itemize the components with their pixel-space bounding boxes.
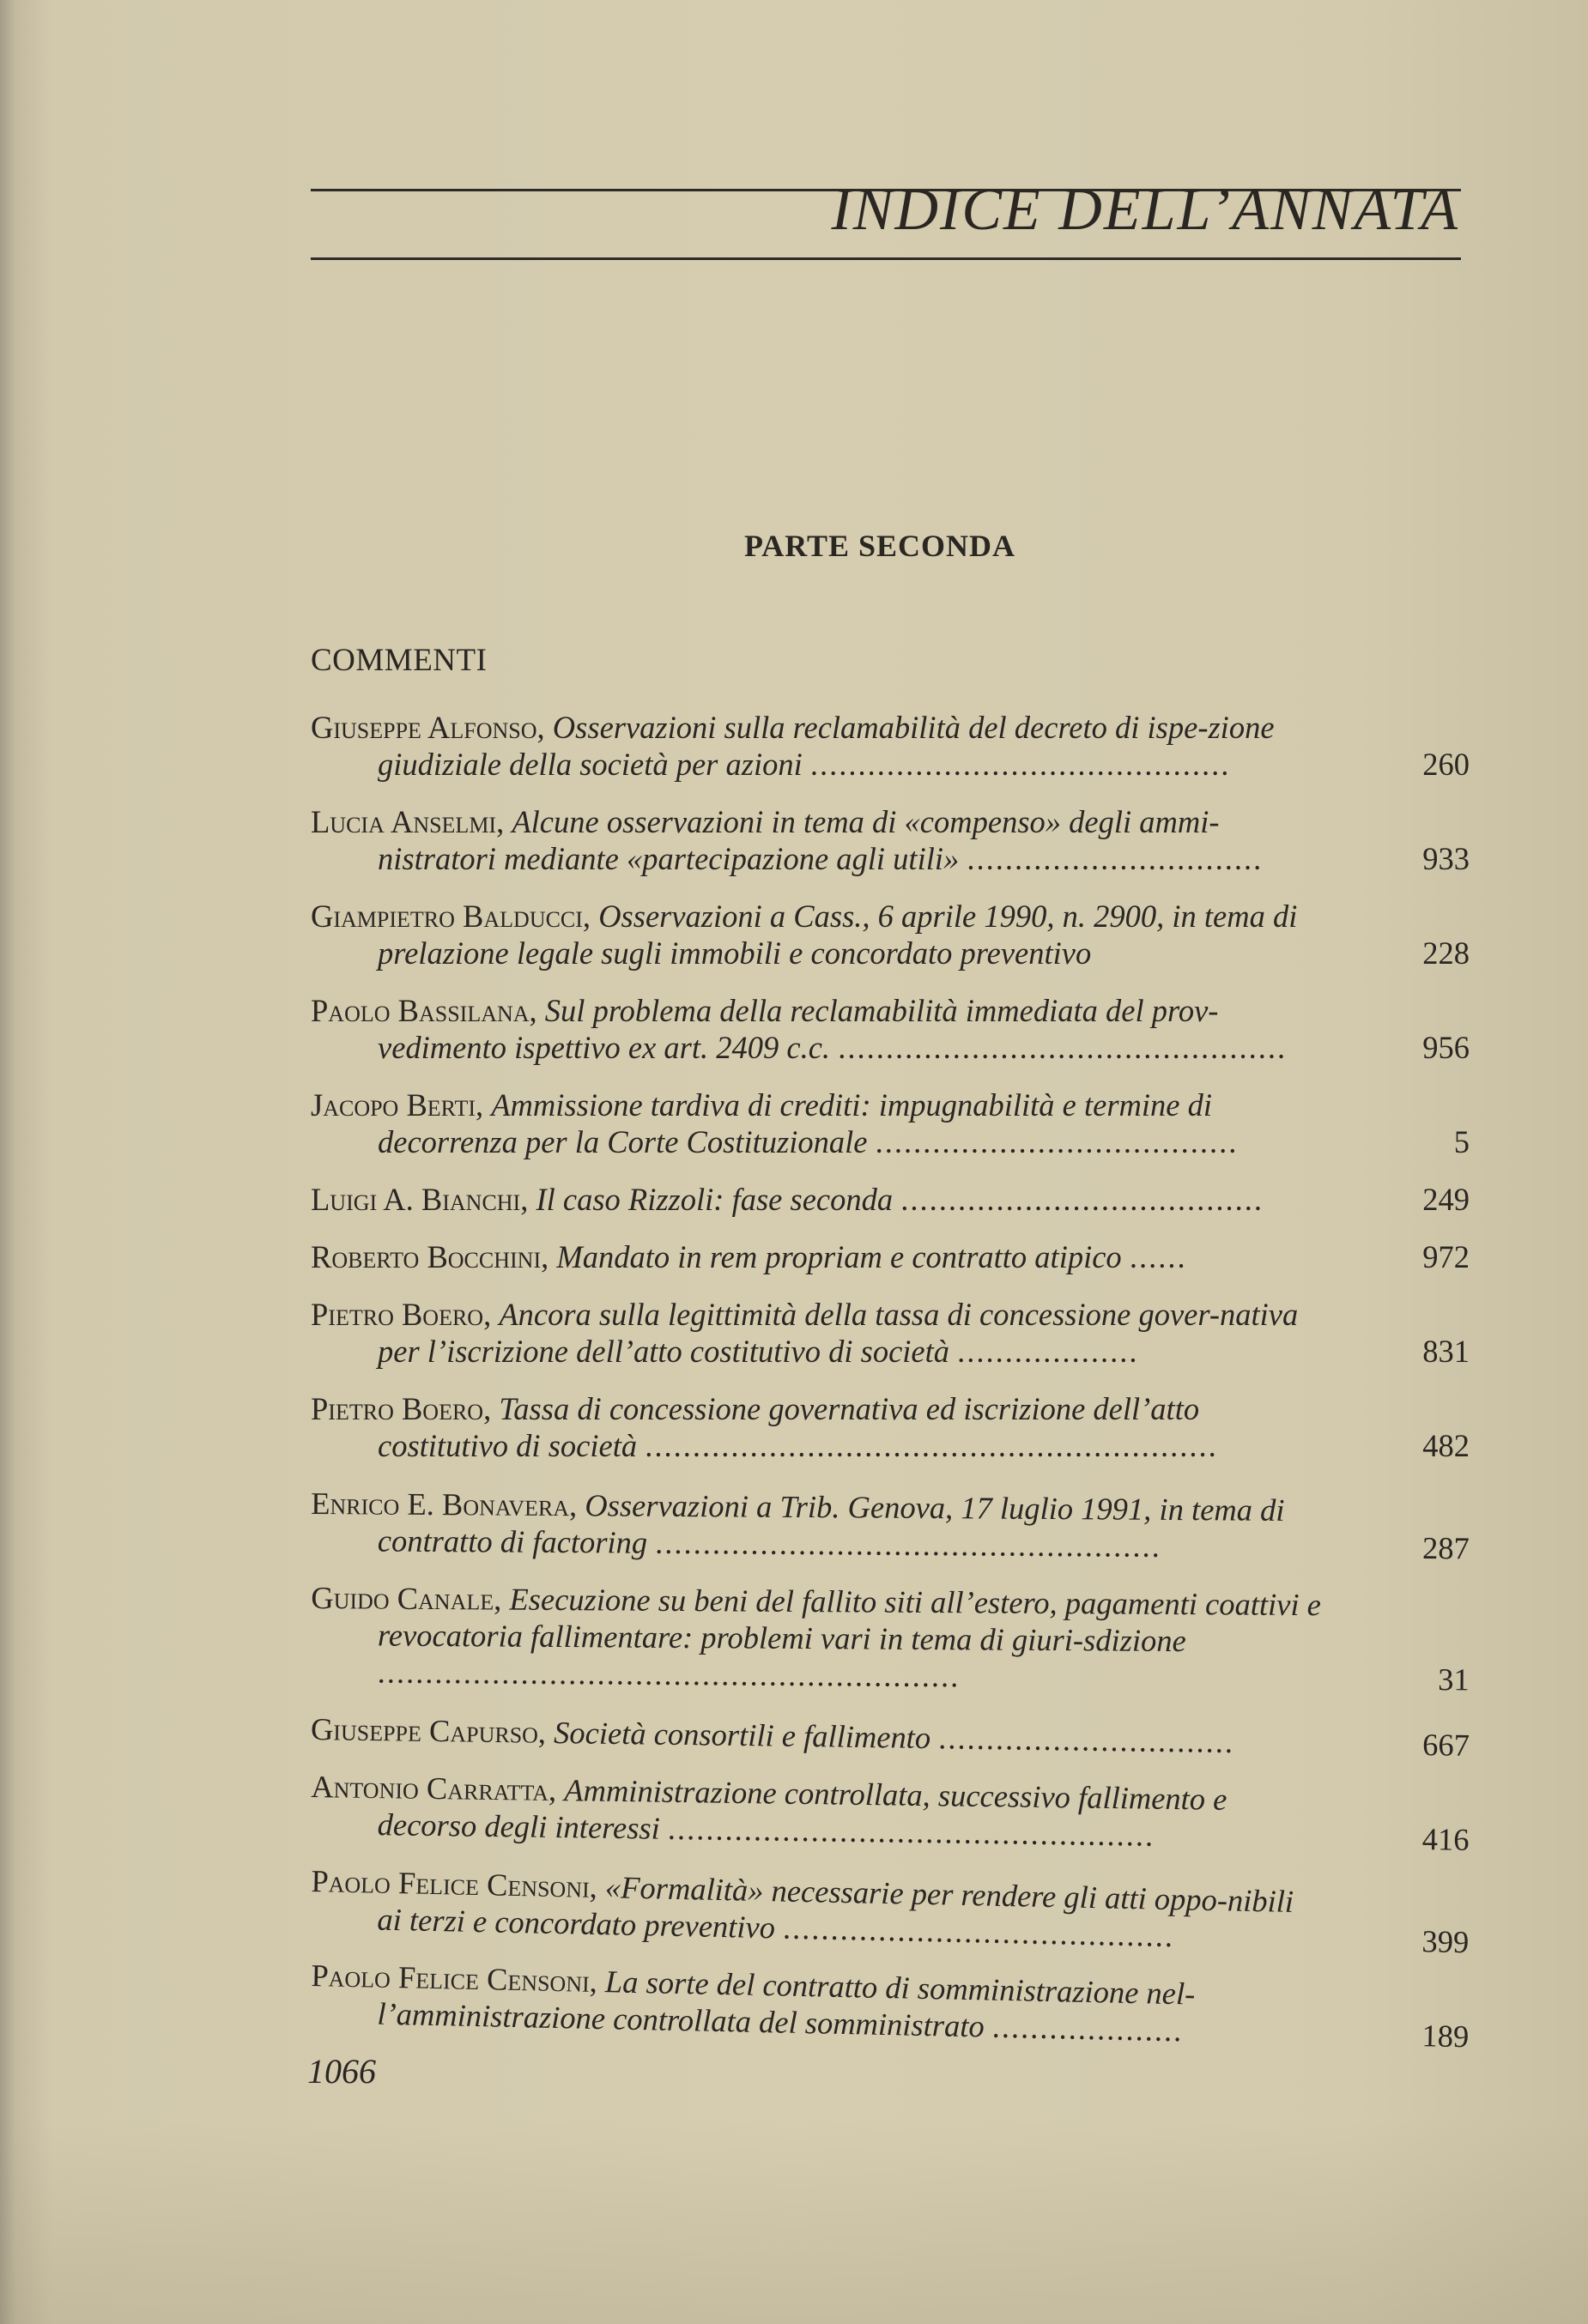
entry-author: Roberto Bocchini, bbox=[311, 1239, 549, 1274]
entry-leader: ............................................ bbox=[809, 747, 1231, 782]
entry-title: Ancora sulla legittimità della tassa di concessione gover-nativa per l’iscrizione dell’atto costitutivo di società bbox=[378, 1297, 1299, 1369]
index-entry bbox=[311, 709, 1470, 783]
entry-author: Paolo Felice Censoni, bbox=[311, 1863, 598, 1904]
entry-author: Luigi A. Bianchi, bbox=[311, 1182, 529, 1217]
entry-title: Osservazioni a Trib. Genova, 17 luglio 1991, in tema di contratto di factoring bbox=[377, 1487, 1285, 1560]
entry-page-number: 956 bbox=[1422, 1030, 1470, 1065]
entry-leader: ............................... bbox=[967, 841, 1264, 876]
index-entry bbox=[310, 1862, 1470, 1960]
entry-page-number: 189 bbox=[1421, 2018, 1470, 2055]
entry-leader: ..................................................... bbox=[655, 1524, 1162, 1564]
entry-title: Il caso Rizzoli: fase seconda bbox=[536, 1182, 894, 1217]
entry-page-number: 31 bbox=[1438, 1661, 1470, 1698]
entry-title: Alcune osservazioni in tema di «compenso» degli ammi-nistratori mediante «partecipazione agli utili» bbox=[378, 804, 1220, 876]
entry-page-number: 260 bbox=[1422, 747, 1470, 782]
page-number: 1066 bbox=[307, 2052, 376, 2091]
entry-author: Pietro Boero, bbox=[311, 1391, 492, 1426]
entry-title: Tassa di concessione governativa ed iscrizione dell’atto costitutivo di società bbox=[378, 1391, 1200, 1463]
entry-author: Paolo Bassilana, bbox=[311, 993, 537, 1028]
entry-leader: ...................................... bbox=[900, 1182, 1264, 1217]
entry-page-number: 667 bbox=[1421, 1727, 1470, 1763]
entry-page-number: 249 bbox=[1422, 1182, 1470, 1217]
entry-leader: ............................................................ bbox=[645, 1428, 1218, 1463]
entry-leader: ................... bbox=[957, 1334, 1139, 1369]
entry-page-number: 482 bbox=[1422, 1428, 1470, 1463]
entry-page-number: 399 bbox=[1421, 1923, 1470, 1960]
entry-page-number: 5 bbox=[1453, 1124, 1470, 1159]
entry-leader: ...................................... bbox=[875, 1124, 1239, 1159]
index-entry bbox=[311, 1296, 1470, 1370]
index-entries bbox=[310, 709, 1470, 2055]
entry-title: Osservazioni sulla reclamabilità del decreto di ispe-zione giudiziale della società per azioni bbox=[378, 710, 1275, 782]
entry-title: Amministrazione controllata, successivo fallimento e decorso degli interessi bbox=[377, 1772, 1227, 1846]
entry-title: Sul problema della reclamabilità immediata del prov-vedimento ispettivo ex art. 2409 c.c. bbox=[378, 993, 1219, 1065]
index-entry bbox=[311, 1238, 1470, 1275]
index-entry bbox=[311, 898, 1470, 971]
index-entry bbox=[311, 1710, 1470, 1764]
entry-page-number: 416 bbox=[1421, 1821, 1470, 1857]
entry-leader: ...... bbox=[1129, 1239, 1187, 1274]
index-entry bbox=[311, 1181, 1470, 1218]
entry-page-number: 933 bbox=[1422, 841, 1470, 876]
entry-leader: ............................... bbox=[937, 1720, 1235, 1760]
entry-leader: ............................................... bbox=[838, 1030, 1288, 1065]
entry-author: Giuseppe Capurso, bbox=[310, 1711, 547, 1750]
index-entry bbox=[311, 1086, 1470, 1160]
entry-page-number: 287 bbox=[1421, 1530, 1470, 1566]
entry-page-number: 972 bbox=[1422, 1239, 1470, 1274]
index-entry bbox=[311, 1390, 1470, 1464]
entry-author: Giampietro Balducci, bbox=[311, 899, 591, 934]
entry-title: Osservazioni a Cass., 6 aprile 1990, n. 2900, in tema di prelazione legale sugli immobili e concordato preventivo bbox=[378, 899, 1298, 971]
entry-leader: .................... bbox=[991, 2008, 1184, 2049]
section-title: COMMENTI bbox=[311, 643, 488, 678]
entry-author: Guido Canale, bbox=[311, 1580, 502, 1617]
entry-page-number: 831 bbox=[1422, 1334, 1470, 1369]
entry-title: Mandato in rem propriam e contratto atipico bbox=[556, 1239, 1122, 1274]
entry-leader: ................................................... bbox=[667, 1810, 1155, 1853]
running-title: INDICE DELL’ANNATA bbox=[831, 177, 1459, 243]
index-entry bbox=[310, 1957, 1470, 2055]
entry-title: Società consortili e fallimento bbox=[553, 1714, 931, 1756]
entry-leader: ............................................................. bbox=[377, 1654, 961, 1694]
entry-leader: ......................................... bbox=[782, 1909, 1175, 1954]
header-rule-bottom bbox=[311, 257, 1461, 260]
entry-author: Antonio Carratta, bbox=[311, 1769, 557, 1807]
entry-title: Ammissione tardiva di crediti: impugnabilità e termine di decorrenza per la Corte Costituzionale bbox=[378, 1087, 1212, 1159]
index-entry bbox=[310, 1768, 1470, 1858]
part-title: PARTE SECONDA bbox=[743, 529, 1016, 563]
index-entry bbox=[311, 992, 1470, 1066]
entry-title: La sorte del contratto di somministrazione nel-l’amministrazione controllata del somministrato bbox=[377, 1964, 1196, 2044]
entry-author: Giuseppe Alfonso, bbox=[311, 710, 545, 745]
entry-author: Enrico E. Bonavera, bbox=[311, 1486, 578, 1523]
entry-author: Jacopo Berti, bbox=[311, 1087, 484, 1123]
index-entry bbox=[311, 1579, 1470, 1698]
index-entry bbox=[311, 1485, 1470, 1566]
entry-title: «Formalità» necessarie per rendere gli atti oppo-nibili ai terzi e concordato preventivo bbox=[377, 1869, 1294, 1946]
entry-page-number: 228 bbox=[1422, 935, 1470, 971]
entry-author: Lucia Anselmi, bbox=[311, 804, 505, 839]
entry-title: Esecuzione su beni del fallito siti all’estero, pagamenti coattivi e revocatoria fallimentare: problemi vari in tema di giuri-sdizione bbox=[377, 1581, 1322, 1659]
entry-author: Paolo Felice Censoni, bbox=[311, 1958, 598, 1999]
entry-author: Pietro Boero, bbox=[311, 1297, 492, 1332]
index-entry bbox=[311, 803, 1470, 877]
